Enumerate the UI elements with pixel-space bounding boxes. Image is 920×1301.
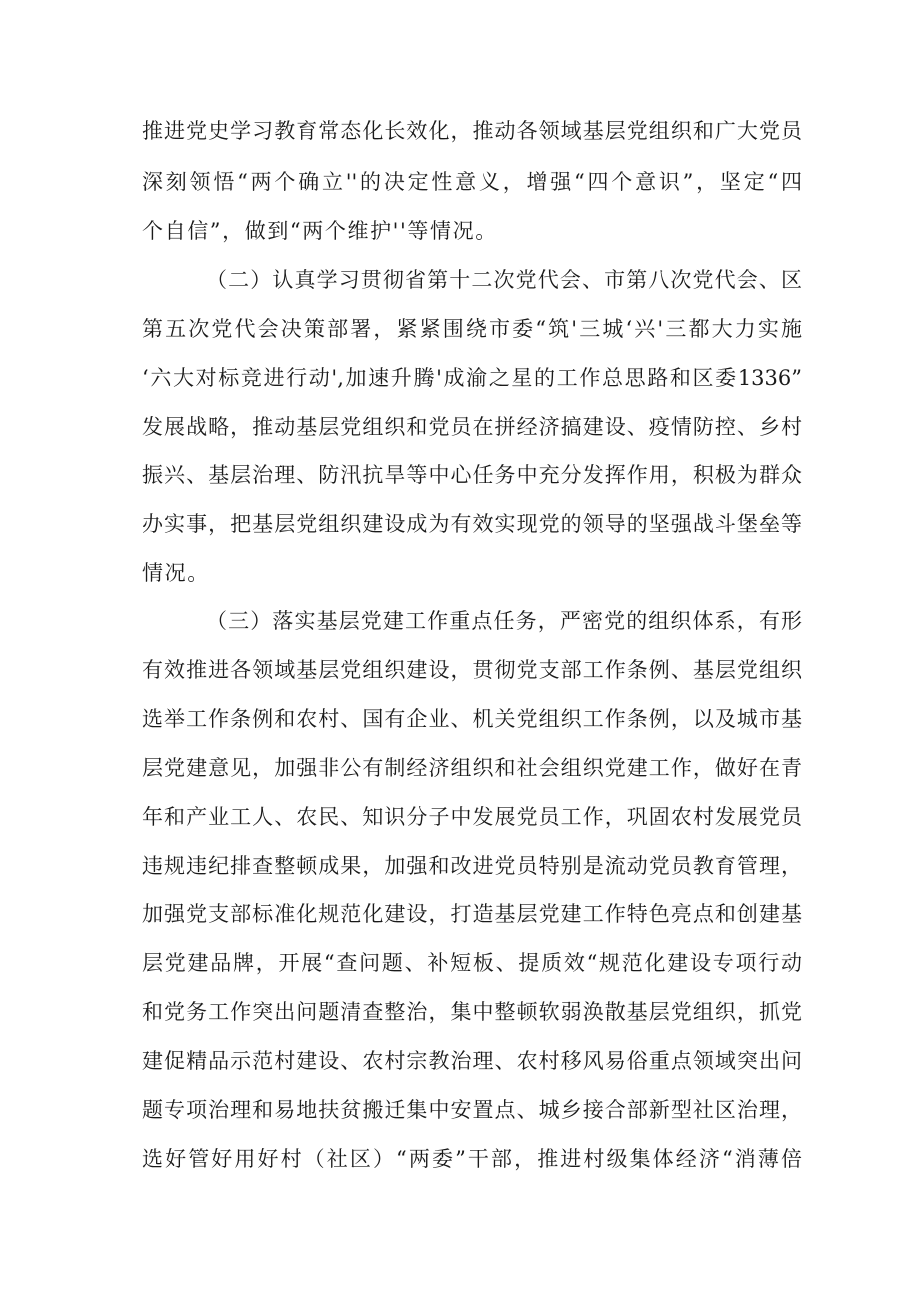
paragraph-2-line-2: 第五次党代会决策部署，紧紧围绕市委“筑'三城‘兴'三都大力实施	[142, 317, 802, 341]
paragraph-2-line-3: ‘六大对标竞进行动',加速升腾'成渝之星的工作总思路和区委1336”	[142, 366, 802, 390]
paragraph-1-line-1: 推进党史学习教育常态化长效化，推动各领域基层党组织和广大党员	[142, 119, 802, 143]
paragraph-3-line-1: （三）落实基层党建工作重点任务，严密党的组织体系，有形	[206, 609, 802, 633]
paragraph-3-line-6: 违规违纪排查整顿成果，加强和改进党员特别是流动党员教育管理，	[142, 854, 802, 878]
paragraph-3-line-11: 题专项治理和易地扶贫搬迁集中安置点、城乡接合部新型社区治理，	[142, 1098, 802, 1122]
paragraph-3-line-10: 建促精品示范村建设、农村宗教治理、农村移风易俗重点领域突出问	[142, 1049, 802, 1073]
paragraph-3-line-12: 选好管好用好村（社区）“两委”干部，推进村级集体经济“消薄倍	[142, 1147, 802, 1171]
paragraph-2-line-1: （二）认真学习贯彻省第十二次党代会、市第八次党代会、区	[206, 268, 802, 292]
paragraph-2-line-4: 发展战略，推动基层党组织和党员在拼经济搞建设、疫情防控、乡村	[142, 415, 802, 439]
paragraph-2-line-6: 办实事，把基层党组织建设成为有效实现党的领导的坚强战斗堡垒等	[142, 512, 802, 536]
paragraph-2-line-7: 情况。	[142, 561, 210, 585]
paragraph-3-line-8: 层党建品牌，开展“查问题、补短板、提质效“规范化建设专项行动	[142, 951, 802, 975]
paragraph-3-line-9: 和党务工作突出问题清查整治，集中整顿软弱涣散基层党组织，抓党	[142, 1000, 802, 1024]
paragraph-3-line-4: 层党建意见，加强非公有制经济组织和社会组织党建工作，做好在青	[142, 756, 802, 780]
paragraph-3-line-3: 选举工作条例和农村、国有企业、机关党组织工作条例，以及城市基	[142, 707, 802, 731]
paragraph-2-line-5: 振兴、基层治理、防汛抗旱等中心任务中充分发挥作用，积极为群众	[142, 463, 802, 487]
paragraph-1-line-3: 个自信”，做到“两个维护''等情况。	[142, 219, 498, 243]
paragraph-3-line-7: 加强党支部标准化规范化建设，打造基层党建工作特色亮点和创建基	[142, 902, 802, 926]
paragraph-3-line-5: 年和产业工人、农民、知识分子中发展党员工作，巩固农村发展党员	[142, 805, 802, 829]
paragraph-3-line-2: 有效推进各领域基层党组织建设，贯彻党支部工作条例、基层党组织	[142, 658, 802, 682]
paragraph-1-line-2: 深刻领悟“两个确立''的决定性意义，增强“四个意识”，坚定“四	[142, 170, 802, 194]
